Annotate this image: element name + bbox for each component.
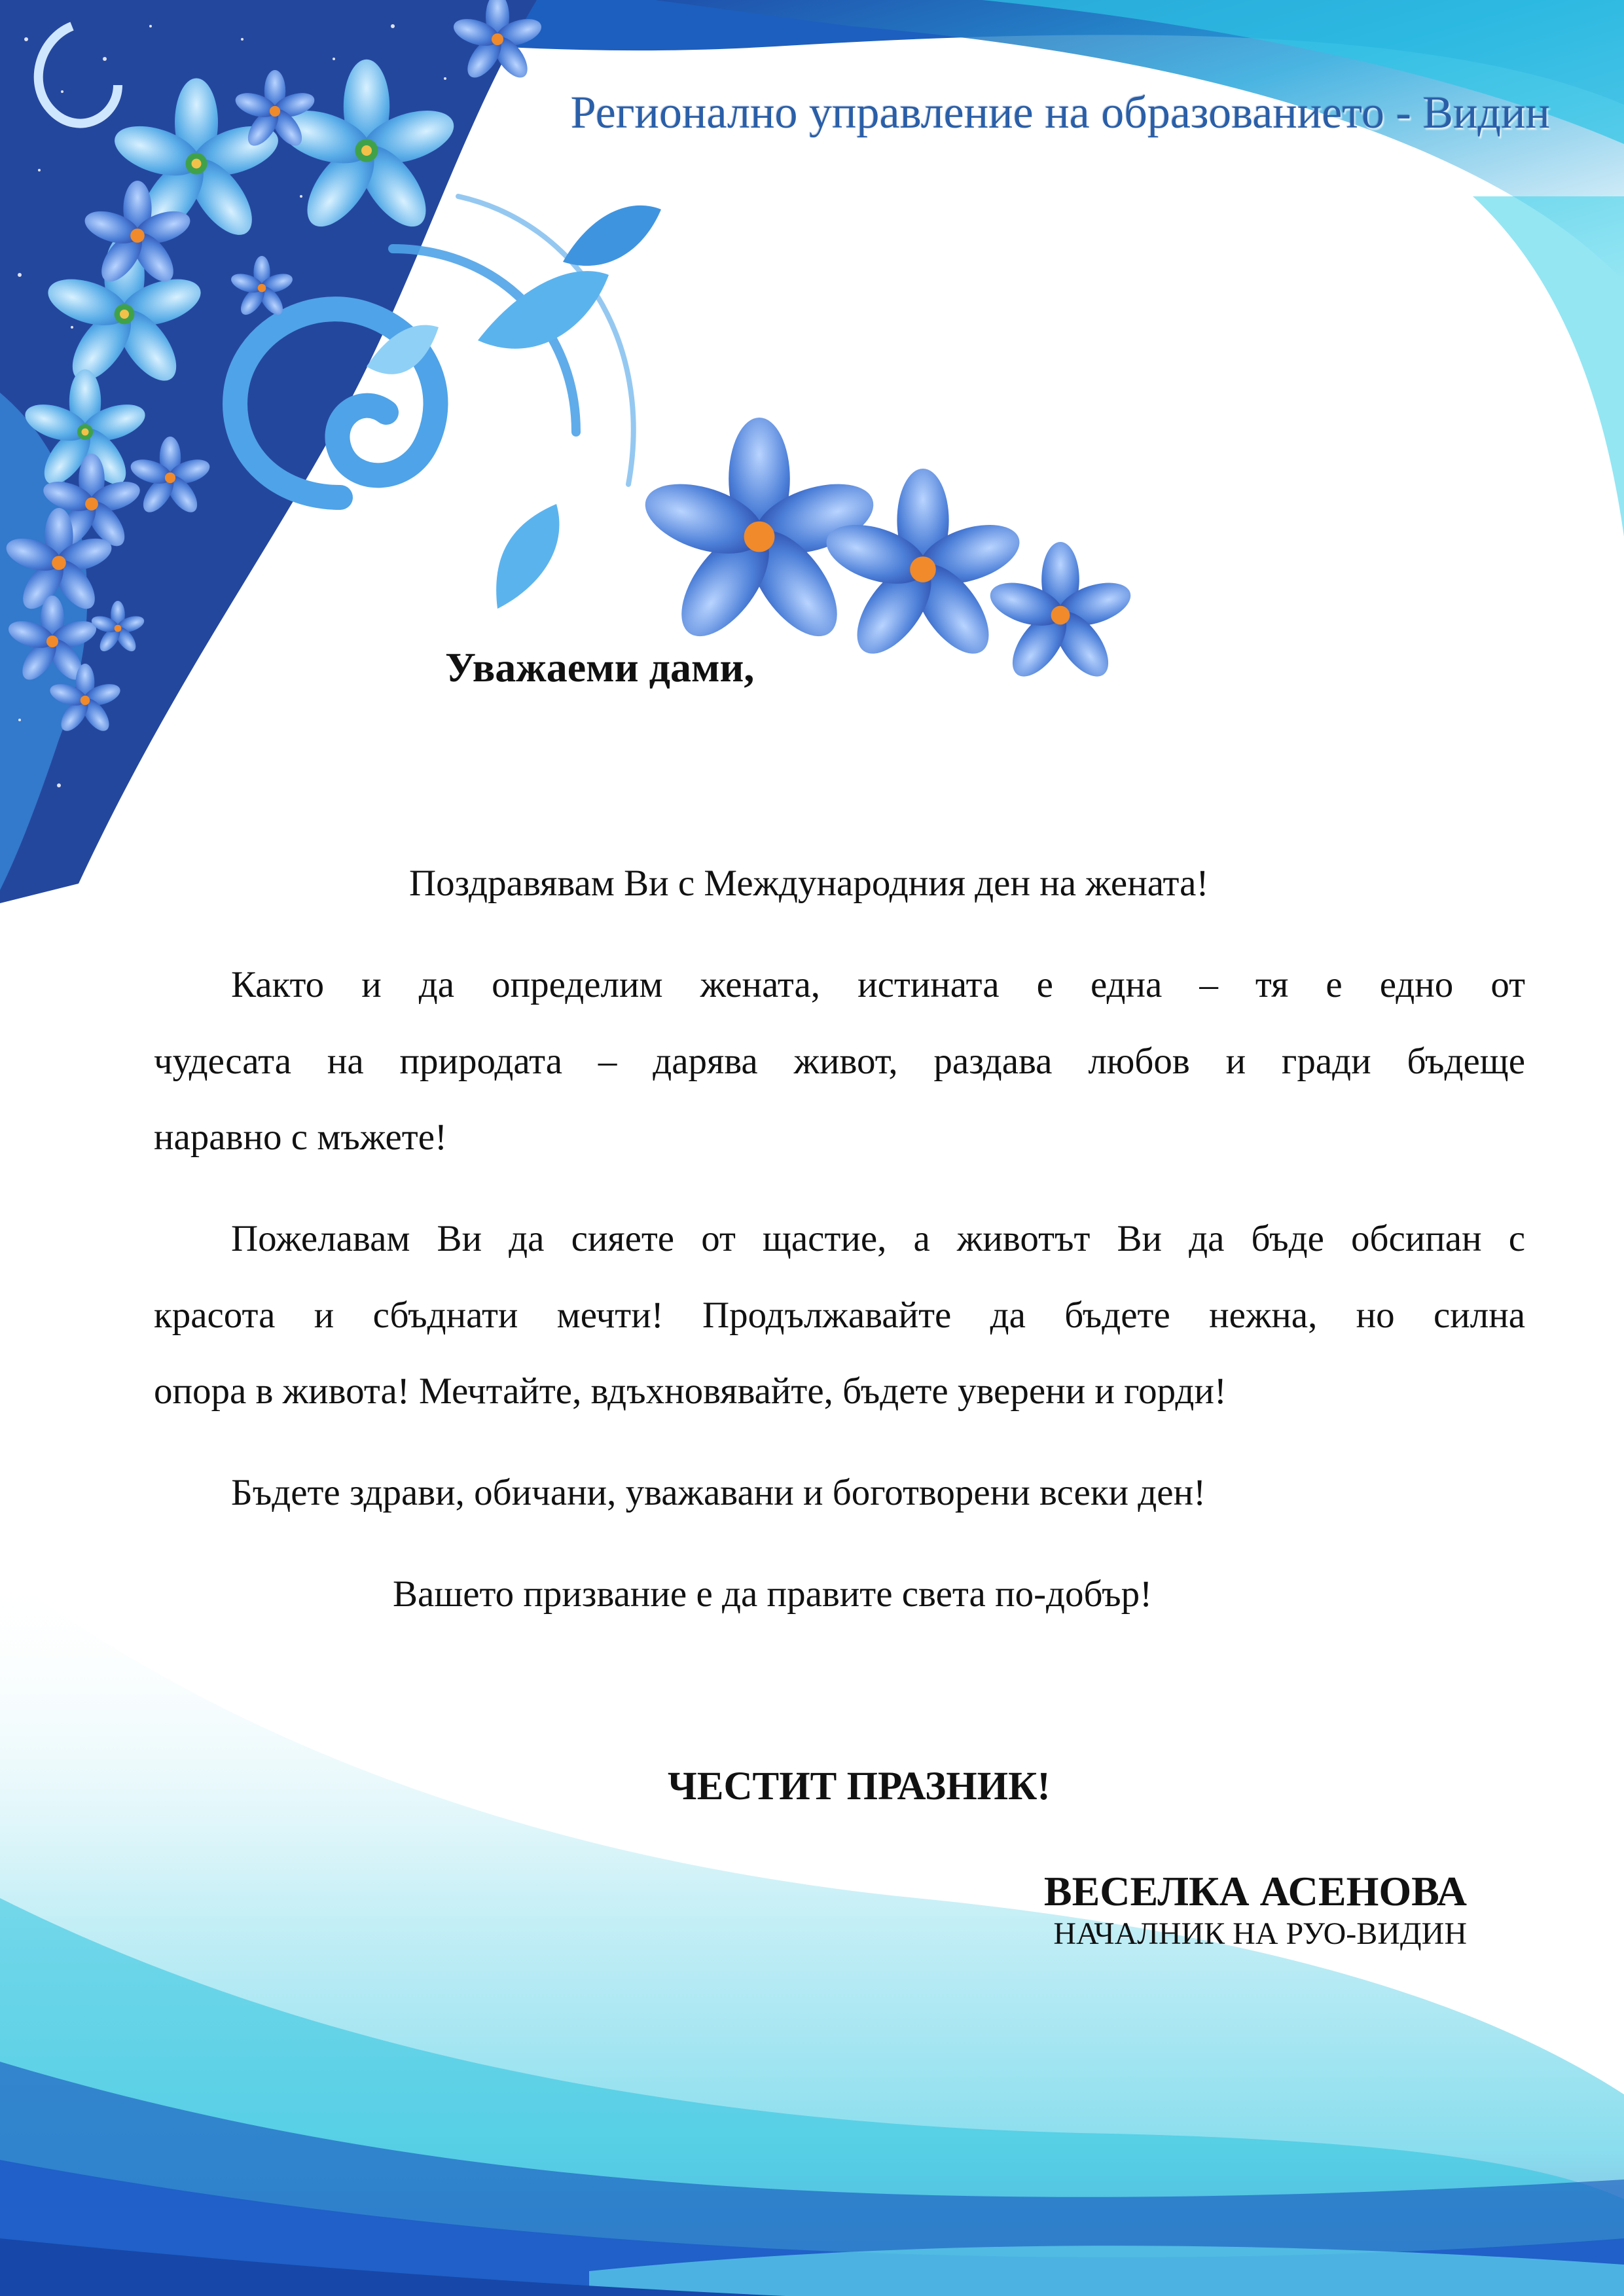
signer-name: ВЕСЕЛКА АСЕНОВА <box>1043 1868 1467 1914</box>
calling-line: Вашето призвание е да правите света по-добър! <box>393 1573 1153 1615</box>
paragraph2-line3: опора в живота! Мечтайте, вдъхновявайте, бъдете уверени и горди! <box>154 1371 1227 1412</box>
paragraph1-line3: наравно с мъжете! <box>154 1117 447 1158</box>
paragraph1-line2: чудесата на природата – дарява живот, раздава любов и гради бъдеще <box>154 1041 1525 1082</box>
paragraph2-line1: Пожелавам Ви да сияете от щастие, а животът Ви да бъде обсипан с <box>231 1218 1525 1259</box>
signer-title: НАЧАЛНИК НА РУО-ВИДИН <box>1053 1916 1467 1951</box>
paragraph2-line2: красота и сбъднати мечти! Продължавайте да бъдете нежна, но силна <box>154 1295 1525 1336</box>
organization-title: Регионално управление на образованието - Видин <box>570 88 1550 138</box>
holiday-greeting: ЧЕСТИТ ПРАЗНИК! <box>668 1765 1051 1808</box>
paragraph1-line1: Както и да определим жената, истината е една – тя е едно от <box>231 964 1525 1005</box>
wish-line: Бъдете здрави, обичани, уважавани и боготворени всеки ден! <box>231 1472 1206 1513</box>
greeting-heading: Уважаеми дами, <box>445 644 755 691</box>
congrats-line: Поздравявам Ви с Международния ден на жената! <box>409 863 1209 904</box>
